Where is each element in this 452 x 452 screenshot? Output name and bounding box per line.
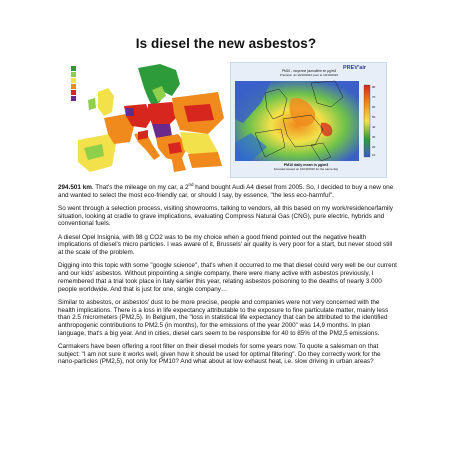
paragraph-1-text-b: hand bought Audi A4 diesel from 2005. So, I decided to buy a new one and wanted to select the most eco-friendly car, or should I say, by essence, "the less eco-harmful". [58,184,394,199]
map-caption-line1: PM10 - moyenne journalière en µg/m3 [281,69,337,73]
map-footer-line2: Forecast issued on 10/10/2010 for the same day [273,167,339,171]
legend-label: 80 [372,85,376,89]
paragraph-3: A diesel Opel Insignia, with 98 g CO2 was to be my choice when a good friend pointed out the negative health implications of diesel's micro particles. I was aware of it, Brussels' air quality is very poor for a start, but never stood still at the scale of the problem. [58,233,393,257]
ordinal-suffix: nd [188,181,194,187]
pm10-map-graphic [231,63,386,177]
article-body [58,181,398,372]
paragraph-1 [58,181,398,199]
legend-label: 70 [372,95,376,99]
document-title: Is diesel the new asbestos? [135,36,317,51]
mileage-lead: 294.501 km [58,184,92,191]
legend-label: 40 [372,125,376,129]
map-caption-line2: Prévision du 10/10/2010 pour le 10/10/2010 [279,73,339,77]
paragraph-2: So went through a selection process, visiting showrooms, talking to vendors, all this based on my work/residence/family situation, looking at cradle to grave implications, evaluating Compress Natural Gas (CNG), pure electric, hybrids and conventional fuels. [58,205,393,228]
prevair-logo: PREV'air [343,65,367,71]
paragraph-6: Carmakers have been offering a root filter on their diesel models for some years now. To quote a salesman on that subject: "I am not sure it works well, given how it should be used for optimal filtering". Do they correctly work for the nano-particles (PM2,5), not only for PM10? And what about at low exhaust heat, i.e. slow driving in urban areas? [58,342,381,366]
europe-map-graphic [68,62,226,176]
legend-label: 50 [372,115,376,119]
paragraph-1-text-a: . That's the mileage on my car, a 2 [91,184,189,191]
map-legend-labels [372,85,384,157]
paragraph-4: Digging into this topic with some "google science", that's when it occurred to me that diesel could very well be our current and our kids' asbestos. Without pinpointing a single company, there were many active with asbestos previously, I remembered that a trial took place in Italy earlier this year, relating asbestos poisoning to the deaths of nearly 3.000 people worldwide. And that is just for one, single company… [58,262,397,293]
legend-label: 20 [372,145,376,149]
paragraph-5: Similar to asbestos, or asbestos' dust to be more precise, people and companies were not very concerned with the health implications. There is a loss in life expectancy attributable to the exposure to fine particulate matter, mainly less than 2.5 micrometers (PM2,5). In Belgium, the "loss in statistical life expectancy that can be attributed to the identified anthropogenic contributions to PM2.5 (in months), for the emissions of the year 2000" was 14,9 months. In plan language, that's a big year. And in cities, diesel cars seem to be responsible for 40 to 85% of the PM2,5 emissions. [58,298,389,337]
legend-label: 60 [372,105,376,109]
legend-label: 30 [372,135,376,139]
legend-label: 10 [372,153,376,157]
europe-life-expectancy-map [68,62,226,176]
map-footer-line1: PM10 daily mean in µg/m3 [283,163,329,167]
pm10-forecast-map [230,62,387,178]
